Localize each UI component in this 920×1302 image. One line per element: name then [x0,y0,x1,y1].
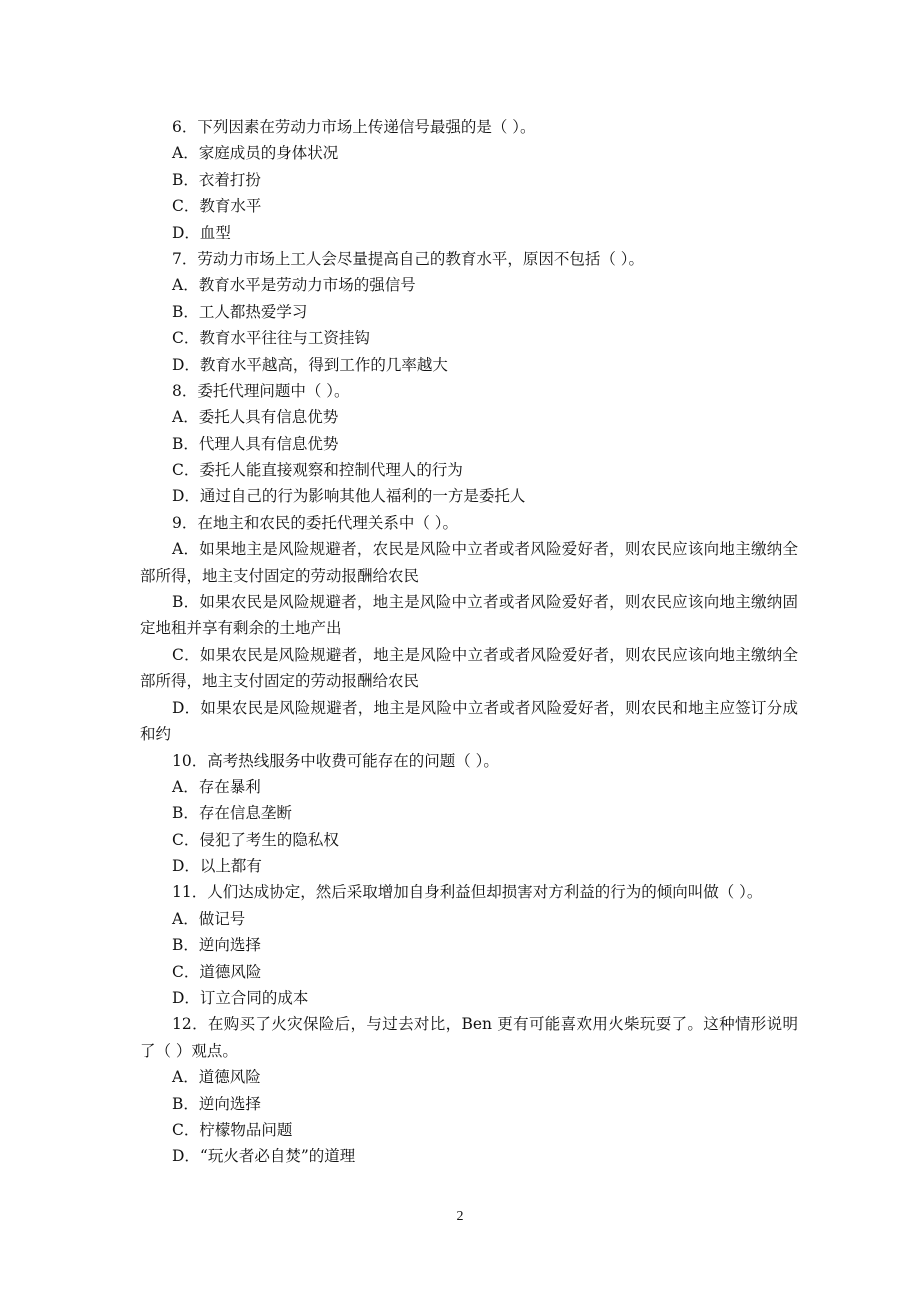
option-c: C．教育水平 [172,197,262,216]
option-b: B．逆向选择 [172,936,261,955]
option-b: B．工人都热爱学习 [172,302,308,321]
option-b: B．逆向选择 [172,1094,261,1113]
option-d: D．如果农民是风险规避者，地主是风险中立者或者风险爱好者，则农民和地主应签订分成和约 [140,698,798,744]
question-9 [140,510,798,748]
question-6 [140,114,798,246]
question-stem: 8．委托代理问题中（ ）。 [172,381,350,400]
question-7 [140,246,798,378]
option-b: B．衣着打扮 [172,170,261,189]
option-a: A．做记号 [172,909,246,928]
option-d: D．以上都有 [172,857,262,876]
question-stem: 6．下列因素在劳动力市场上传递信号最强的是（ ）。 [172,118,536,136]
question-10 [140,748,798,880]
question-12 [140,1011,798,1169]
option-b: B．如果农民是风险规避者，地主是风险中立者或者风险爱好者，则农民应该向地主缴纳固定地租并享有剩余的土地产出 [140,593,798,638]
option-c: C．如果农民是风险规避者，地主是风险中立者或者风险爱好者，则农民应该向地主缴纳全部所得，地主支付固定的劳动报酬给农民 [140,645,798,691]
option-a: A．委托人具有信息优势 [172,408,339,427]
option-c: C．教育水平往往与工资挂钩 [172,329,370,348]
question-11 [140,879,798,1011]
question-list [140,114,798,1170]
page-number: 2 [456,1209,464,1224]
option-a: A．家庭成员的身体状况 [172,144,339,163]
option-d: D．教育水平越高，得到工作的几率越大 [172,355,448,374]
option-a: A．如果地主是风险规避者，农民是风险中立者或者风险爱好者，则农民应该向地主缴纳全部所得，地主支付固定的劳动报酬给农民 [140,540,798,585]
option-c: C．柠檬物品问题 [172,1121,293,1139]
option-c: C．委托人能直接观察和控制代理人的行为 [172,461,463,480]
question-stem: 7．劳动力市场上工人会尽量提高自己的教育水平，原因不包括（ ）。 [172,249,645,268]
question-stem: 10．高考热线服务中收费可能存在的问题（ ）。 [172,751,499,770]
question-stem: 12．在购买了火灾保险后，与过去对比，Ben 更有可能喜欢用火柴玩耍了。这种情形说明了（ ）观点。 [140,1015,798,1060]
option-d: D．“玩火者必自焚”的道理 [172,1147,356,1166]
option-a: A．教育水平是劳动力市场的强信号 [172,276,416,295]
option-a: A．道德风险 [172,1068,261,1087]
question-8 [140,378,798,510]
option-a: A．存在暴利 [172,777,261,796]
question-stem: 11．人们达成协定，然后采取增加自身利益但却损害对方利益的行为的倾向叫做（ ）。 [172,883,763,902]
option-c: C．道德风险 [172,962,262,981]
option-d: D．通过自己的行为影响其他人福利的一方是委托人 [172,487,526,506]
option-b: B．代理人具有信息优势 [172,434,339,453]
question-stem: 9．在地主和农民的委托代理关系中（ ）。 [172,513,459,532]
option-b: B．存在信息垄断 [172,804,292,823]
option-d: D．血型 [172,223,231,242]
option-c: C．侵犯了考生的隐私权 [172,830,339,849]
option-d: D．订立合同的成本 [172,989,309,1008]
